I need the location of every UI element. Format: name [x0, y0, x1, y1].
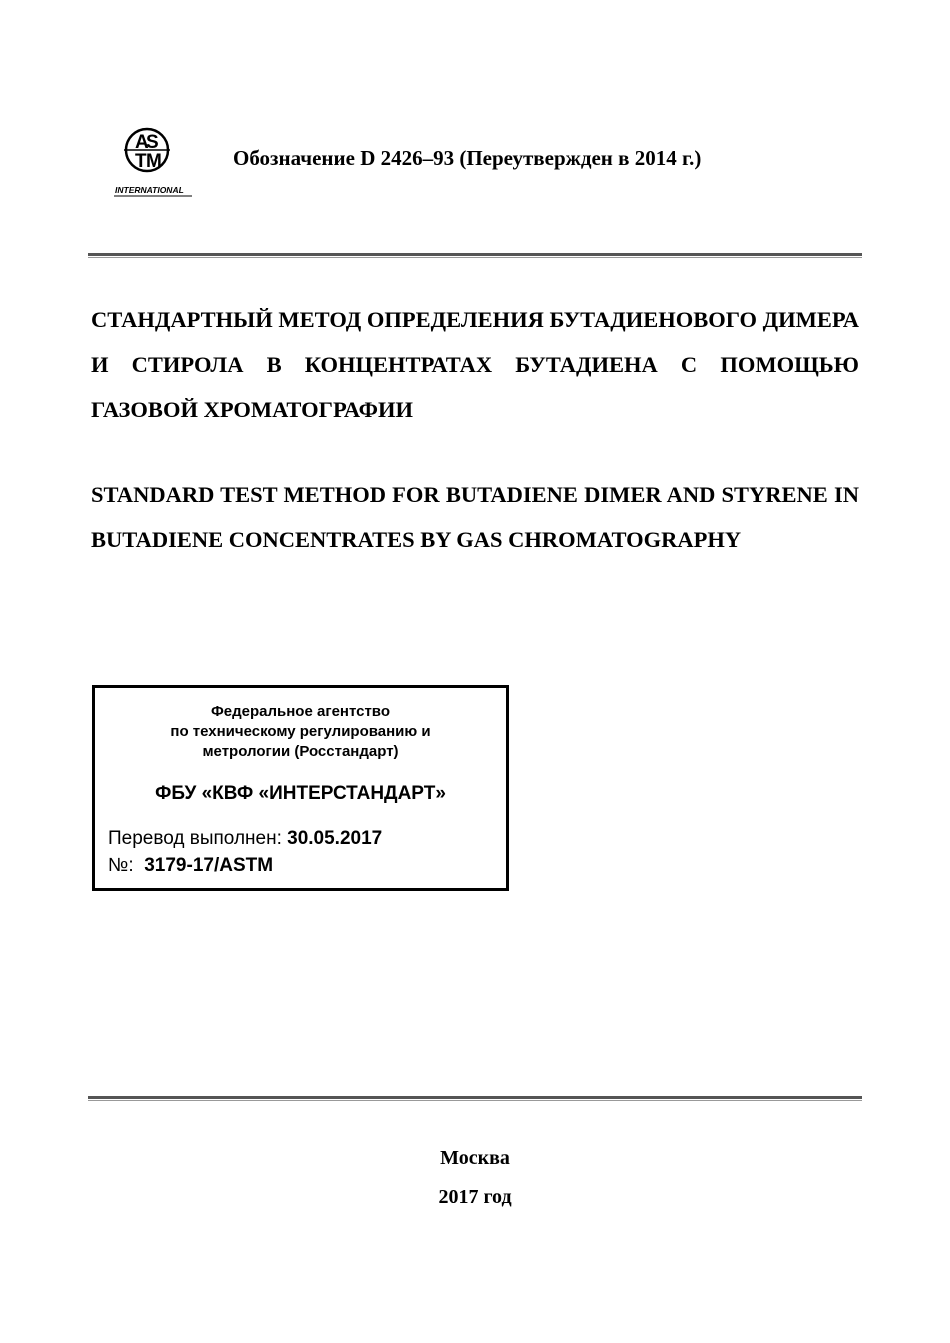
translation-number: 3179-17/ASTM [144, 855, 274, 876]
bottom-divider [88, 1096, 862, 1101]
title-english: STANDARD TEST METHOD FOR BUTADIENE DIMER AND STYRENE IN BUTADIENE CONCENTRATES BY GAS CHROMATOGRAPHY [91, 482, 859, 552]
svg-text:A: A [135, 132, 149, 153]
translation-date: 30.05.2017 [287, 828, 383, 849]
agency-name [95, 702, 506, 762]
svg-text:S: S [146, 132, 159, 153]
number-label: №: [108, 855, 134, 876]
svg-text:T: T [135, 151, 147, 172]
translator-organization: ФБУ «КВФ «ИНТЕРСТАНДАРТ» [155, 783, 446, 804]
top-divider [88, 253, 862, 258]
agency-stamp-box [92, 685, 509, 891]
svg-text:M: M [146, 151, 162, 172]
title-russian: СТАНДАРТНЫЙ МЕТОД ОПРЕДЕЛЕНИЯ БУТАДИЕНОВОГО ДИМЕРА И СТИРОЛА В КОНЦЕНТРАТАХ БУТАДИЕНА С ПОМОЩЬЮ ГАЗОВОЙ ХРОМАТОГРАФИИ [91, 307, 859, 422]
publication-city: Москва [440, 1147, 510, 1169]
agency-line: метрологии (Росстандарт) [202, 743, 399, 760]
agency-line: по техническому регулированию и [170, 723, 431, 740]
translation-date-line [108, 828, 382, 850]
translation-label: Перевод выполнен: [108, 828, 282, 849]
document-designation: Обозначение D 2426–93 (Переутвержден в 2014 г.) [233, 146, 702, 170]
astm-logo-icon [112, 124, 198, 200]
translation-number-line [108, 855, 273, 877]
publication-year: 2017 год [438, 1186, 512, 1208]
agency-line: Федеральное агентство [210, 703, 390, 720]
logo-text: INTERNATIONAL [115, 185, 184, 195]
